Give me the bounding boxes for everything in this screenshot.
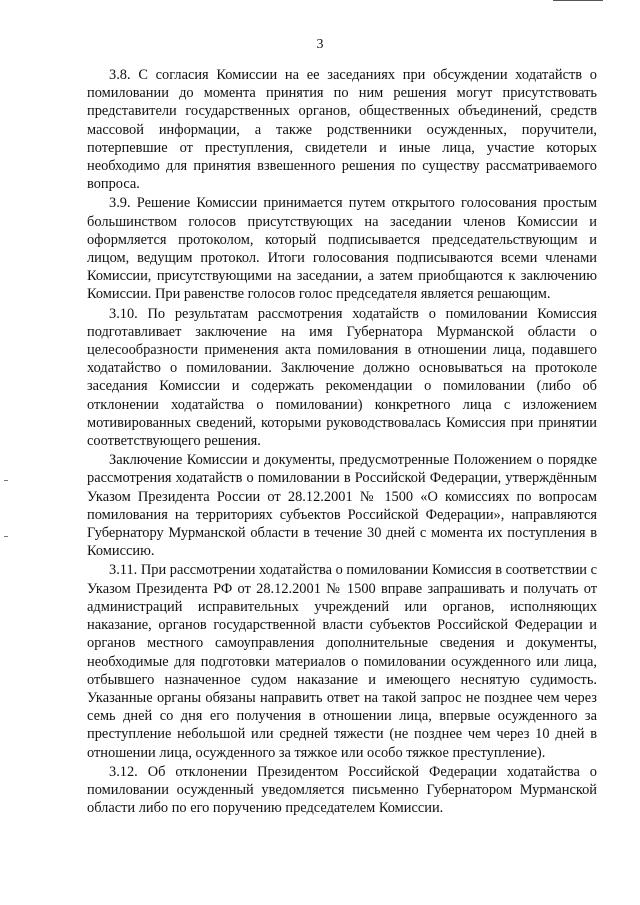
- page-number: 3: [316, 37, 324, 52]
- paragraph-3-10: 3.10. По результатам рассмотрения ходатайств о помиловании Комиссия подготавливает заключение на имя Губернатора Мурманской области о целесообразности применения акта помилования в отношении лица, подавшего ходатайство о помиловании. Заключение должно основываться на протоколе заседания Комиссии и содержать рекомендации о помиловании (либо об отклонении ходатайства о помиловании) конкретного лица с изложением мотивированных сведений, которыми руководствовалась Комиссия при принятии соответствующего решения.: [87, 305, 597, 450]
- scan-edge-mark: [553, 0, 603, 1]
- document-body: [87, 66, 597, 818]
- paragraph-3-12: 3.12. Об отклонении Президентом Российской Федерации ходатайства о помиловании осужденный уведомляется письменно Губернатором Мурманской области либо по его поручению председателем Комиссии.: [87, 763, 597, 817]
- paragraph-3-8: 3.8. С согласия Комиссии на ее заседаниях при обсуждении ходатайств о помиловании до момента принятия по ним решения могут присутствовать представители государственных органов, общественных объединений, средств массовой информации, а также родственники осужденных, поручители, потерпевшие от преступления, свидетели и иные лица, участие которых необходимо для принятия взвешенного решения по существу рассматриваемого вопроса.: [87, 67, 597, 193]
- scan-margin-mark: [4, 480, 8, 481]
- paragraph-conclusion: Заключение Комиссии и документы, предусмотренные Положением о порядке рассмотрения ходатайств о помиловании в Российской Федерации, утверждённым Указом Президента России от 28.12.2001 № 1500 «О комиссиях по вопросам помилования на территориях субъектов Российской Федерации», направляются Губернатору Мурманской области в течение 30 дней с момента их поступления в Комиссию.: [87, 452, 597, 560]
- paragraph-3-9: 3.9. Решение Комиссии принимается путем открытого голосования простым большинством голосов присутствующих на заседании членов Комиссии и оформляется протоколом, который подписывается председательствующим и лицом, ведущим протокол. Итоги голосования подписываются всеми членами Комиссии, присутствующими на заседании, а затем приобщаются к заключению Комиссии. При равенстве голосов голос председателя является решающим.: [87, 195, 597, 303]
- paragraph-3-11: 3.11. При рассмотрении ходатайства о помиловании Комиссия в соответствии с Указом Президента РФ от 28.12.2001 № 1500 вправе запрашивать и получать от администраций исправительных учреждений или органов, исполняющих наказание, органов государственной власти субъектов Российской Федерации и органов местного самоуправления дополнительные сведения и документы, необходимые для подготовки материалов о помиловании осужденного или лица, отбывшего назначенное судом наказание и имеющего неснятую судимость. Указанные органы обязаны направить ответ на такой запрос не позднее чем через семь дней со дня его получения в отношении лица, впервые осужденного за преступление небольшой или средней тяжести (не позднее чем через 10 дней в отношении лица, осужденного за тяжкое или особо тяжкое преступление).: [87, 562, 597, 761]
- scan-margin-mark: [4, 536, 8, 537]
